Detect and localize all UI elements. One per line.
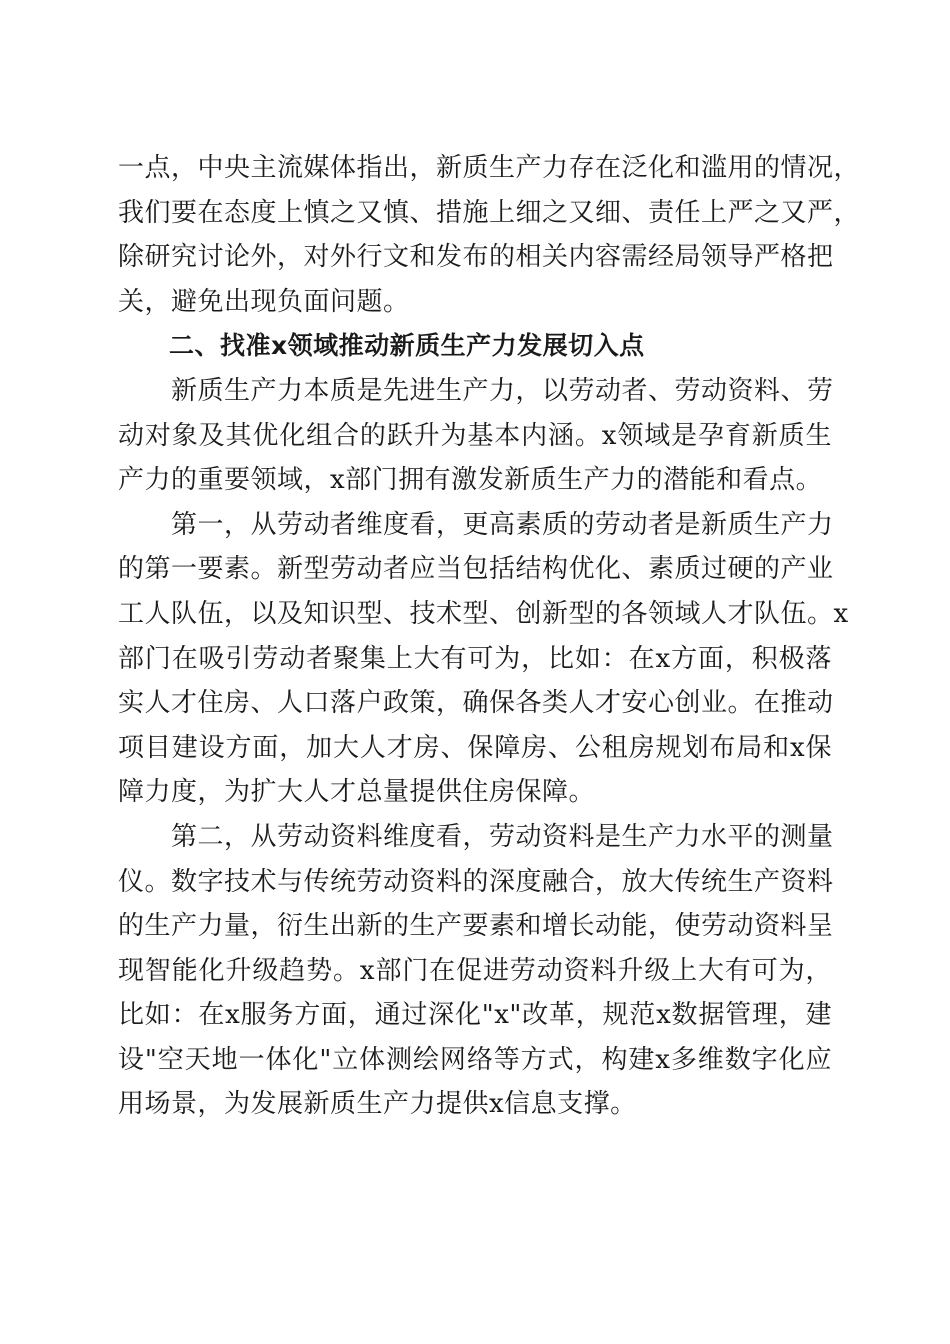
paragraph-intro <box>118 369 832 503</box>
text-line: 的第一要素。新型劳动者应当包括结构优化、素质过硬的产业 <box>118 554 834 585</box>
section-heading <box>118 324 832 369</box>
document-body <box>118 146 861 1127</box>
text-line: 第二，从劳动资料维度看，劳动资料是生产力水平的测量 <box>118 821 834 852</box>
text-line: 项目建设方面，加大人才房、保障房、公租房规划布局和x保 <box>118 732 832 763</box>
text-line: 设"空天地一体化"立体测绘网络等方式，构建x多维数字化应 <box>118 1044 832 1075</box>
text-line: 动对象及其优化组合的跃升为基本内涵。x领域是孕育新质生 <box>118 420 832 451</box>
text-line: 关，避免出现负面问题。 <box>118 286 410 317</box>
paragraph-second-point <box>118 815 832 1127</box>
text-line: 工人队伍，以及知识型、技术型、创新型的各领域人才队伍。x <box>118 598 849 629</box>
text-line: 除研究讨论外，对外行文和发布的相关内容需经局领导严格把 <box>118 242 834 273</box>
text-line: 障力度，为扩大人才总量提供住房保障。 <box>118 777 596 808</box>
paragraph-first-point <box>118 503 849 815</box>
text-line: 用场景，为发展新质生产力提供x信息支撑。 <box>118 1089 637 1120</box>
heading-line: 二、找准x领域推动新质生产力发展切入点 <box>118 331 645 361</box>
paragraph-continuation <box>118 146 861 324</box>
text-line: 我们要在态度上慎之又慎、措施上细之又细、责任上严之又严， <box>118 197 861 228</box>
text-line: 产力的重要领域，x部门拥有激发新质生产力的潜能和看点。 <box>118 465 823 496</box>
text-line: 仪。数字技术与传统劳动资料的深度融合，放大传统生产资料 <box>118 866 834 897</box>
text-line: 现智能化升级趋势。x部门在促进劳动资料升级上大有可为， <box>118 955 832 986</box>
text-line: 一点，中央主流媒体指出，新质生产力存在泛化和滥用的情况， <box>118 153 861 183</box>
text-line: 第一，从劳动者维度看，更高素质的劳动者是新质生产力 <box>118 509 834 540</box>
text-line: 实人才住房、人口落户政策，确保各类人才安心创业。在推动 <box>118 688 834 719</box>
text-line: 新质生产力本质是先进生产力，以劳动者、劳动资料、劳 <box>118 375 834 406</box>
text-line: 比如：在x服务方面，通过深化"x"改革，规范x数据管理，建 <box>118 1000 832 1031</box>
text-line: 部门在吸引劳动者聚集上大有可为，比如：在x方面，积极落 <box>118 643 832 674</box>
text-line: 的生产力量，衍生出新的生产要素和增长动能，使劳动资料呈 <box>118 911 834 942</box>
